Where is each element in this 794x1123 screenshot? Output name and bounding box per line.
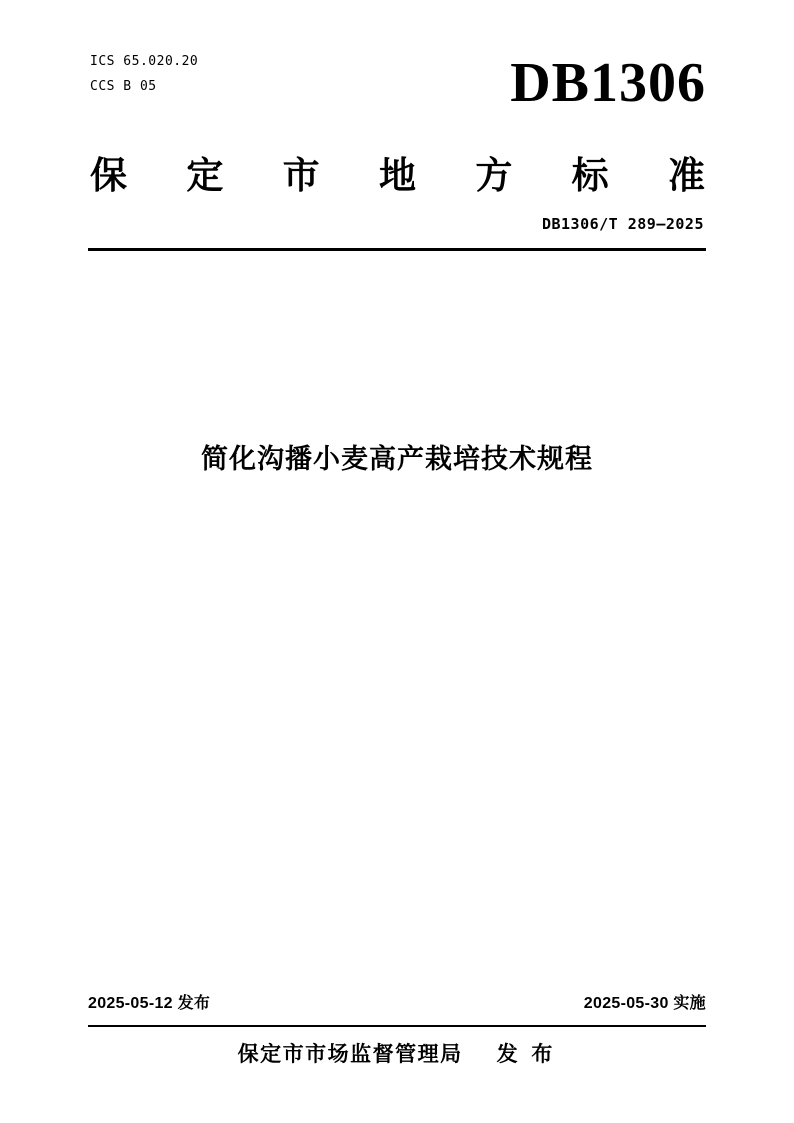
standard-title-line (90, 145, 705, 199)
issuer-name: 保定市市场监督管理局 (237, 1043, 463, 1066)
ccs-code: CCS B 05 (90, 78, 157, 94)
header-divider (88, 248, 706, 251)
ics-code: ICS 65.020.20 (90, 54, 199, 69)
title-char-4: 方 (475, 155, 513, 196)
title-char-5: 标 (571, 155, 609, 196)
document-title: 简化沟播小麦高产栽培技术规程 (201, 444, 593, 474)
issue-word: 发 布 (496, 1043, 557, 1066)
implement-date: 2025-05-30 实施 (583, 995, 706, 1012)
standard-number: DB1306/T 289—2025 (541, 215, 704, 233)
title-char-1: 定 (186, 155, 224, 196)
publish-date: 2025-05-12 发布 (88, 995, 211, 1012)
title-char-3: 地 (378, 155, 416, 196)
footer-dates (88, 990, 706, 1013)
title-char-6: 准 (667, 155, 705, 196)
issuer-line (0, 1038, 794, 1068)
classification-codes (90, 50, 198, 99)
footer-divider (88, 1025, 706, 1027)
title-char-2: 市 (282, 155, 320, 196)
title-char-0: 保 (90, 155, 127, 196)
standard-code: DB1306 (510, 52, 706, 114)
